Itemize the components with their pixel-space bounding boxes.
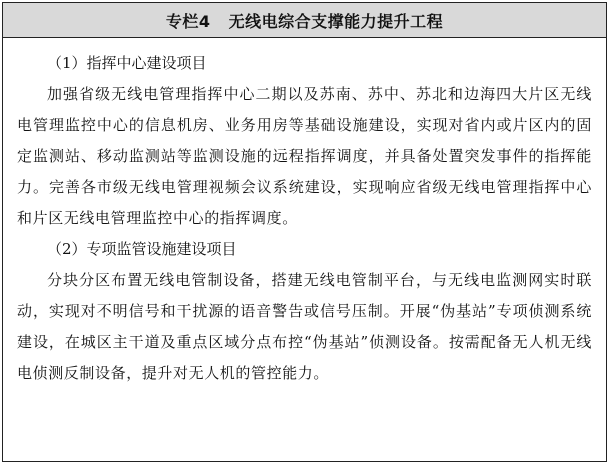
section-body-command-center: 加强省级无线电管理指挥中心二期以及苏南、苏中、苏北和边海四大片区无线电管理监控中心的信息机房、业务用房等基础设施建设，实现对省内或片区内的固定监测站、移动监测站等监测设施的远程指挥调度，并具备处置突发事件的指挥能力。完善各市级无线电管理视频会议系统建设，实现响应省级无线电管理指挥中心和片区无线电管理监控中心的指挥调度。 [17, 85, 592, 227]
feature-box [2, 2, 607, 462]
box-title-bar [3, 3, 606, 38]
box-title: 专栏4 无线电综合支撑能力提升工程 [165, 11, 444, 31]
section-body-special-supervision: 分块分区布置无线电管制设备，搭建无线电管制平台，与无线电监测网实时联动，实现对不明信号和干扰源的语音警告或信号压制。开展“伪基站”专项侦测系统建设，在城区主干道及重点区域分点布控“伪基站”侦测设备。按需配备无人机无线电侦测反制设备，提升对无人机的管控能力。 [17, 271, 592, 382]
section-heading-special-supervision: （2）专项监管设施建设项目 [47, 240, 237, 258]
section-heading-command-center: （1）指挥中心建设项目 [47, 54, 207, 72]
box-content [3, 38, 606, 389]
